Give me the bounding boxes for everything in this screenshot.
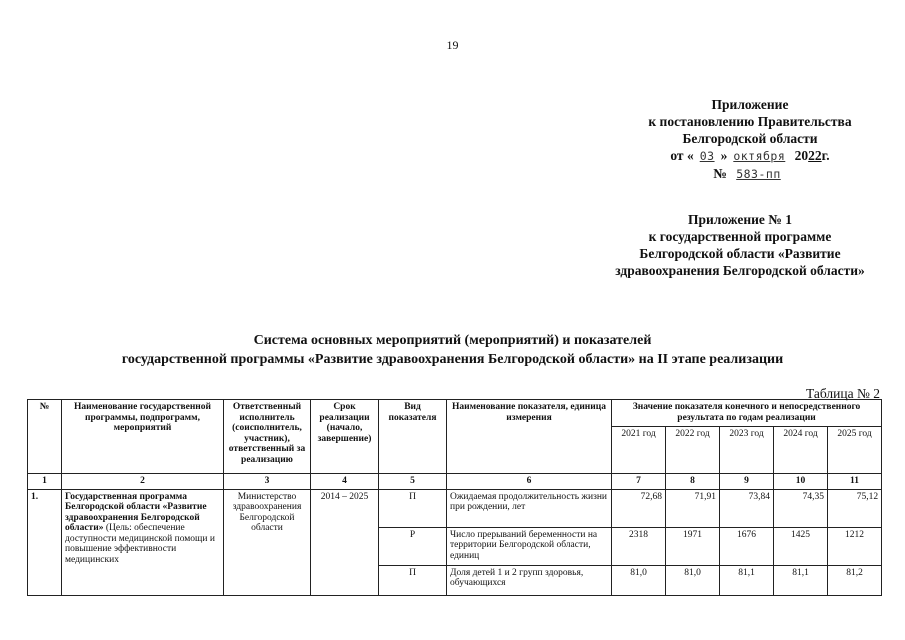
table-row [28,489,882,527]
header-indicator: Наименование показателя, единица измерения [447,400,612,474]
column-number: 2 [62,474,224,490]
appendix-program-line: к государственной программе [648,229,832,244]
appendix-program-line: здравоохранения Белгородской области» [615,263,865,278]
program-number: 1. [28,489,62,595]
column-number-row [28,474,882,490]
indicator-value: 72,68 [612,489,666,527]
column-number: 8 [666,474,720,490]
appendix-line: к постановлению Правительства [648,114,852,129]
header-year: 2024 год [774,427,828,474]
header-year: 2025 год [828,427,882,474]
header-term: Срок реализации (начало, завершение) [311,400,379,474]
indicator-name: Доля детей 1 и 2 групп здоровья, обучающихся [447,565,612,595]
appendix-program-line: Белгородской области «Развитие [639,246,841,261]
number-prefix: № [713,166,727,181]
appendix-line: Белгородской области [682,131,818,146]
date-prefix: от « [670,148,694,163]
indicator-value: 81,0 [666,565,720,595]
appendix-program-header [590,211,890,279]
header-executor: Ответственный исполнитель (соисполнитель, участник), ответственный за реализацию [224,400,311,474]
indicators-table [27,399,882,596]
indicator-value: 73,84 [720,489,774,527]
table-label: Таблица № 2 [806,386,880,401]
indicator-value: 81,2 [828,565,882,595]
column-number: 3 [224,474,311,490]
indicator-value: 1425 [774,527,828,565]
appendix-program-title: Приложение № 1 [688,212,792,227]
indicator-type: П [379,489,447,527]
decree-number: 583-пп [736,167,781,181]
date-month: октября [733,149,786,163]
indicator-value: 81,1 [720,565,774,595]
indicator-name: Ожидаемая продолжительность жизни при рождении, лет [447,489,612,527]
program-name-cell [62,489,224,595]
program-term: 2014 – 2025 [311,489,379,595]
header-values-group: Значение показателя конечного и непосредственного результата по годам реализации [612,400,882,427]
program-executor: Министерство здравоохранения Белгородской области [224,489,311,595]
date-day: 03 [699,149,715,163]
appendix-date-line [600,147,900,165]
column-number: 10 [774,474,828,490]
header-num: № [28,400,62,474]
header-name: Наименование государственной программы, подпрограмм, мероприятий [62,400,224,474]
column-number: 5 [379,474,447,490]
document-title [0,331,905,369]
indicator-type: Р [379,527,447,565]
column-number: 11 [828,474,882,490]
indicator-value: 2318 [612,527,666,565]
column-number: 4 [311,474,379,490]
program-goal: (Цель: обеспечение доступности медицинской помощи и повышение эффективности медицинских [65,523,215,565]
title-line: Система основных мероприятий (мероприятий) и показателей [253,333,652,348]
page-number: 19 [446,38,459,52]
header-row [28,400,882,427]
program-name: Государственная программа Белгородской области «Развитие здравоохранения Белгородской области» [65,491,207,533]
date-month-sep: » [720,148,728,163]
appendix-header [600,96,900,183]
column-number: 9 [720,474,774,490]
column-number: 6 [447,474,612,490]
header-year: 2022 год [666,427,720,474]
appendix-number-line [600,165,900,183]
header-year: 2021 год [612,427,666,474]
header-type: Вид показателя [379,400,447,474]
date-year-suffix: 22 [808,148,822,163]
title-line: государственной программы «Развитие здравоохранения Белгородской области» на II этапе реализации [121,352,784,367]
indicator-value: 81,0 [612,565,666,595]
appendix-title: Приложение [711,97,789,112]
indicator-type: П [379,565,447,595]
indicator-value: 1971 [666,527,720,565]
indicator-value: 81,1 [774,565,828,595]
date-year-end: г. [821,148,830,163]
column-number: 1 [28,474,62,490]
indicator-value: 1212 [828,527,882,565]
indicator-value: 71,91 [666,489,720,527]
indicator-name: Число прерываний беременности на территории Белгородской области, единиц [447,527,612,565]
indicator-value: 75,12 [828,489,882,527]
column-number: 7 [612,474,666,490]
indicator-value: 1676 [720,527,774,565]
header-year: 2023 год [720,427,774,474]
indicator-value: 74,35 [774,489,828,527]
date-year-prefix: 20 [794,148,809,163]
